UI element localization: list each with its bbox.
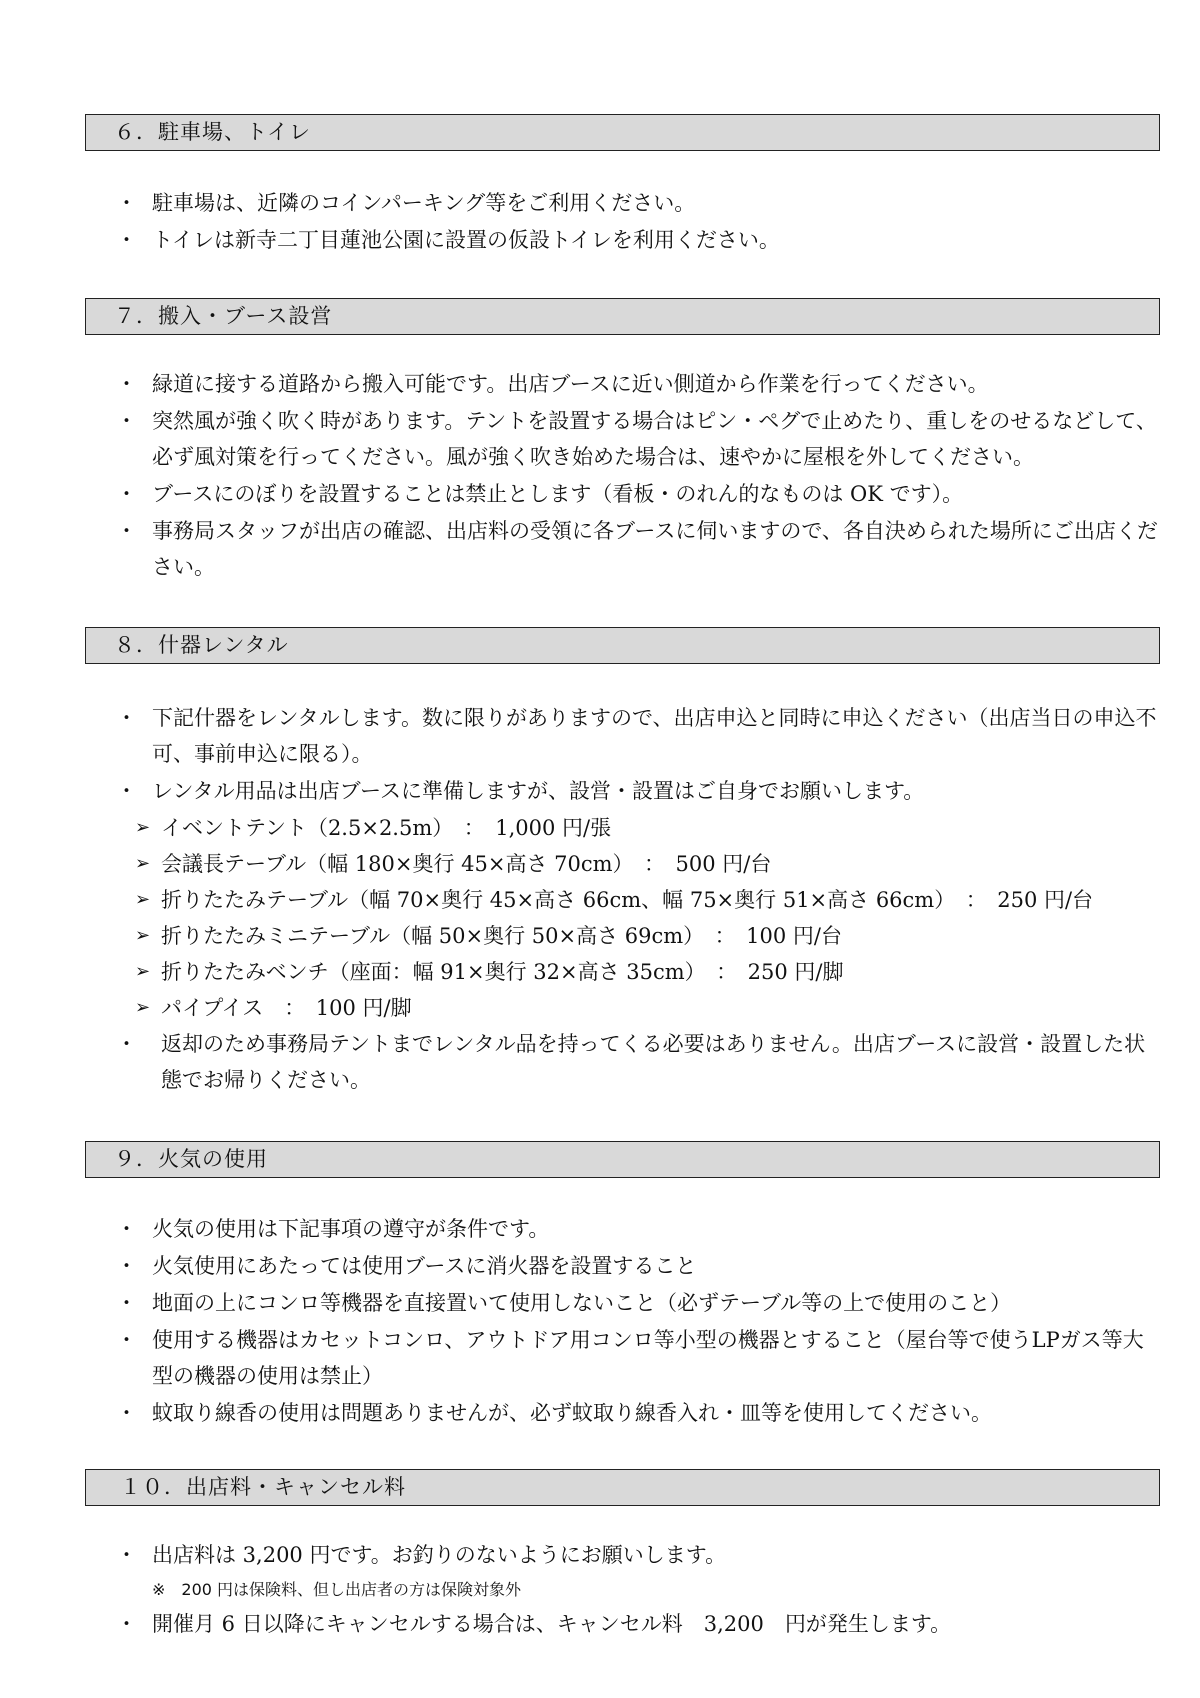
item-list: [85, 185, 1160, 258]
list-item: ・ 火気の使用は下記事項の遵守が条件です。: [85, 1211, 1160, 1247]
list-item: ・ 駐車場は、近隣のコインパーキング等をご利用ください。: [85, 185, 1160, 221]
rental-item: ➢ 折りたたみテーブル（幅 70×奥行 45×高さ 66cm、幅 75×奥行 51×高さ 66cm） ： 250 円/台: [85, 882, 1160, 918]
list-item: ・ 地面の上にコンロ等機器を直接置いて使用しないこと（必ずテーブル等の上で使用のこと）: [85, 1285, 1160, 1321]
bullet-icon: ・: [116, 519, 137, 543]
list-item: ・ 出店料は 3,200 円です。お釣りのないようにお願いします。: [85, 1537, 1160, 1573]
item-list: [85, 1211, 1160, 1431]
rental-item: ➢ イベントテント（2.5×2.5m） ： 1,000 円/張: [85, 810, 1160, 846]
list-item: ・ 蚊取り線香の使用は問題ありませんが、必ず蚊取り線香入れ・皿等を使用してください。: [85, 1395, 1160, 1431]
bullet-icon: ・: [116, 191, 137, 215]
arrow-bullet-icon: ➢: [135, 997, 151, 1018]
rental-item: ➢ パイプイス ： 100 円/脚: [85, 990, 1160, 1026]
bullet-icon: ・: [116, 1254, 137, 1278]
section-header: １０．出店料・キャンセル料: [85, 1469, 1160, 1506]
section-fire-use: [85, 1141, 1160, 1432]
bullet-icon: ・: [116, 779, 137, 803]
bullet-icon: ・: [116, 1217, 137, 1241]
list-item: ・ 使用する機器はカセットコンロ、アウトドア用コンロ等小型の機器とすること（屋台等で使うLPガス等大型の機器の使用は禁止）: [85, 1322, 1160, 1394]
list-item: ・ 開催月 6 日以降にキャンセルする場合は、キャンセル料 3,200 円が発生します。: [85, 1606, 1160, 1642]
item-list: [85, 366, 1160, 585]
list-item: ・ 下記什器をレンタルします。数に限りがありますので、出店申込と同時に申込ください（出店当日の申込不可、事前申込に限る）。: [85, 700, 1160, 772]
arrow-bullet-icon: ➢: [135, 889, 151, 910]
insurance-note: ※ 200 円は保険料、但し出店者の方は保険対象外: [152, 1580, 522, 1599]
bullet-icon: ・: [116, 1612, 137, 1636]
list-item: ・ 火気使用にあたっては使用ブースに消火器を設置すること: [85, 1248, 1160, 1284]
bullet-icon: ・: [116, 228, 137, 252]
section-header: ７．搬入・ブース設営: [85, 298, 1160, 335]
section-parking-toilet: [85, 114, 1160, 259]
arrow-bullet-icon: ➢: [135, 853, 151, 874]
rental-item: ➢ 会議長テーブル（幅 180×奥行 45×高さ 70cm） ： 500 円/台: [85, 846, 1160, 882]
arrow-bullet-icon: ➢: [135, 961, 151, 982]
item-list: [85, 700, 1160, 1098]
list-item: ・ ブースにのぼりを設置することは禁止とします（看板・のれん的なものは OK です）。: [85, 476, 1160, 512]
section-header: ６．駐車場、トイレ: [85, 114, 1160, 151]
list-item: ・ 突然風が強く吹く時があります。テントを設置する場合はピン・ペグで止めたり、重しをのせるなどして、必ず風対策を行ってください。風が強く吹き始めた場合は、速やかに屋根を外してください。: [85, 403, 1160, 475]
rental-item: ➢ 折りたたみベンチ（座面：幅 91×奥行 32×高さ 35cm） ： 250 円/脚: [85, 954, 1160, 990]
bullet-icon: ・: [116, 1032, 137, 1056]
bullet-icon: ・: [116, 706, 137, 730]
arrow-bullet-icon: ➢: [135, 817, 151, 838]
item-list: [85, 1537, 1160, 1642]
section-equipment-rental: [85, 627, 1160, 1099]
rental-item: ➢ 折りたたみミニテーブル（幅 50×奥行 50×高さ 69cm） ： 100 円/台: [85, 918, 1160, 954]
list-item: ・ 事務局スタッフが出店の確認、出店料の受領に各ブースに伺いますので、各自決められた場所にご出店ください。: [85, 513, 1160, 585]
list-item: ・ レンタル用品は出店ブースに準備しますが、設営・設置はご自身でお願いします。: [85, 773, 1160, 809]
bullet-icon: ・: [116, 1543, 137, 1567]
section-loading-booth: [85, 298, 1160, 586]
bullet-icon: ・: [116, 482, 137, 506]
bullet-icon: ・: [116, 409, 137, 433]
bullet-icon: ・: [116, 1291, 137, 1315]
list-item: ・ トイレは新寺二丁目蓮池公園に設置の仮設トイレを利用ください。: [85, 222, 1160, 258]
bullet-icon: ・: [116, 372, 137, 396]
section-header: ９．火気の使用: [85, 1141, 1160, 1178]
list-item: ・ 緑道に接する道路から搬入可能です。出店ブースに近い側道から作業を行ってください。: [85, 366, 1160, 402]
bullet-icon: ・: [116, 1328, 137, 1352]
section-header: ８．什器レンタル: [85, 627, 1160, 664]
section-fees-cancellation: [85, 1469, 1160, 1643]
bullet-icon: ・: [116, 1401, 137, 1425]
list-item: ・ 返却のため事務局テントまでレンタル品を持ってくる必要はありません。出店ブースに設営・設置した状態でお帰りください。: [85, 1026, 1160, 1098]
arrow-bullet-icon: ➢: [135, 925, 151, 946]
